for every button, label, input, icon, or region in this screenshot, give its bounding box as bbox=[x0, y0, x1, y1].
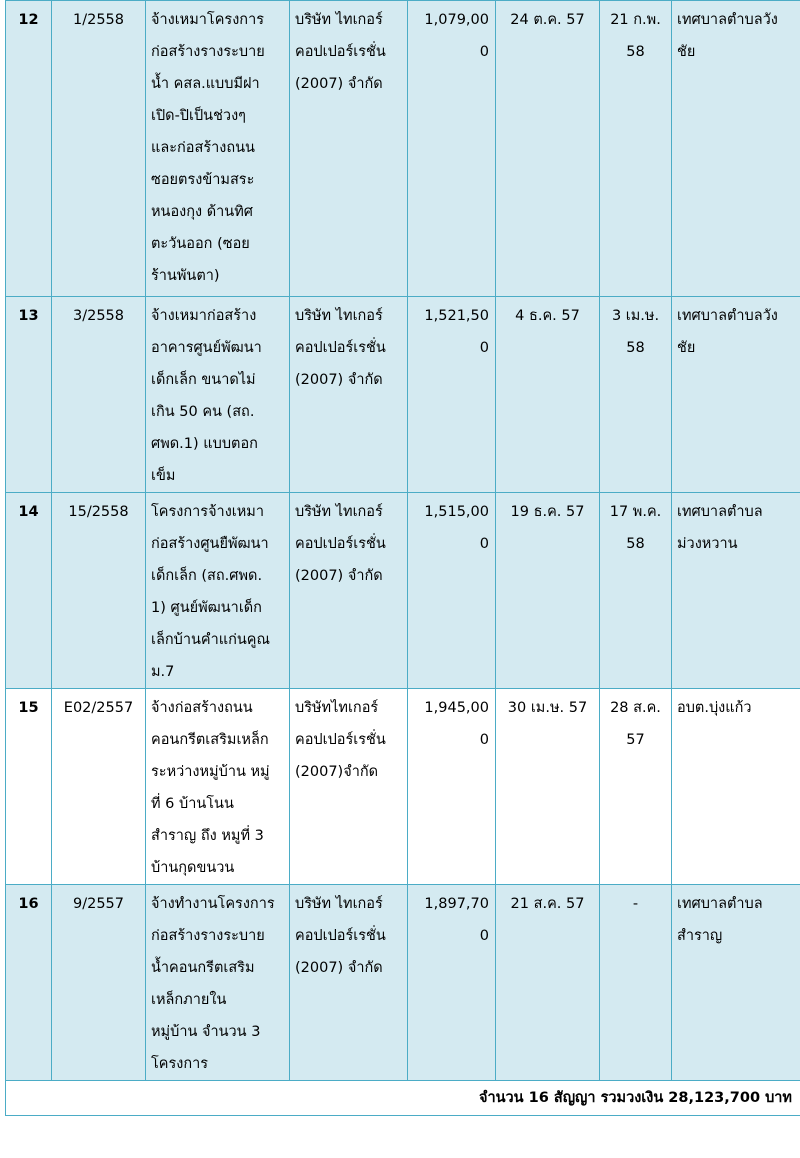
contractor-name-line: บริษัท ไทเกอร์ bbox=[295, 12, 383, 28]
project-description-line: ตะวันออก (ซอย bbox=[151, 236, 250, 252]
summary-row bbox=[6, 1081, 800, 1116]
contractor-name-line: (2007) จำกัด bbox=[295, 568, 383, 584]
row-number-cell: 15 bbox=[6, 689, 52, 885]
contractor-name-line: (2007)จำกัด bbox=[295, 764, 379, 780]
row-number-cell: 13 bbox=[6, 297, 52, 493]
agency-name-cell bbox=[672, 493, 800, 689]
table-row bbox=[6, 493, 800, 689]
project-description-line: น้ำ คสล.แบบมีฝา bbox=[151, 76, 260, 92]
contract-number-cell: 3/2558 bbox=[52, 297, 146, 493]
summary-text: จำนวน 16 สัญญา รวมวงเงิน 28,123,700 บาท bbox=[6, 1081, 800, 1116]
project-description-line: เกิน 50 คน (สถ. bbox=[151, 404, 255, 420]
project-description-line: และก่อสร้างถนน bbox=[151, 140, 255, 156]
contract-amount-line: 1,521,50 bbox=[424, 308, 489, 324]
project-description-line: โครงการ bbox=[151, 1056, 209, 1072]
contractor-name-line: คอปเปอร์เรชั่น bbox=[295, 340, 386, 356]
end-date-line: 57 bbox=[626, 732, 645, 748]
project-description-line: ระหว่างหมู่บ้าน หมู่ bbox=[151, 764, 270, 780]
agency-name-cell bbox=[672, 297, 800, 493]
agency-name-line: อบต.บุ่งแก้ว bbox=[677, 700, 752, 716]
contractor-name-line: (2007) จำกัด bbox=[295, 960, 383, 976]
table-row bbox=[6, 297, 800, 493]
contractor-name-line: (2007) จำกัด bbox=[295, 372, 383, 388]
contract-amount-line: 1,897,70 bbox=[424, 896, 489, 912]
contractor-name-line: คอปเปอร์เรชั่น bbox=[295, 536, 386, 552]
project-description-line: ม.7 bbox=[151, 664, 175, 680]
project-description-line: หนองกุง ด้านทิศ bbox=[151, 204, 253, 220]
project-description-line: ก่อสร้างศูนยืพัฒนา bbox=[151, 536, 269, 552]
project-description-line: ก่อสร้างรางระบาย bbox=[151, 928, 265, 944]
contract-amount-cell bbox=[408, 689, 496, 885]
project-description-cell bbox=[146, 885, 290, 1081]
project-description-line: 1) ศูนย์พัฒนาเด็ก bbox=[151, 600, 262, 616]
project-description-line: น้ำคอนกรีตเสริม bbox=[151, 960, 255, 976]
agency-name-line: เทศบาลตำบล bbox=[677, 504, 763, 520]
contractor-name-line: บริษัทไทเกอร์ bbox=[295, 700, 379, 716]
table-row bbox=[6, 689, 800, 885]
contract-amount-line: 1,515,00 bbox=[424, 504, 489, 520]
project-description-line: สำราญ ถึง หมูที่ 3 bbox=[151, 828, 264, 844]
project-description-cell bbox=[146, 1, 290, 297]
project-description-line: บ้านกุดขนวน bbox=[151, 860, 235, 876]
project-description-line: เด็กเล็ก (สถ.ศพด. bbox=[151, 568, 263, 584]
contractor-name-line: บริษัท ไทเกอร์ bbox=[295, 504, 383, 520]
contract-amount-line: 0 bbox=[479, 536, 489, 552]
contractor-name-line: คอปเปอร์เรชั่น bbox=[295, 732, 386, 748]
agency-name-line: ม่วงหวาน bbox=[677, 536, 738, 552]
row-number-cell: 16 bbox=[6, 885, 52, 1081]
contract-amount-line: 0 bbox=[479, 732, 489, 748]
contractor-name-line: บริษัท ไทเกอร์ bbox=[295, 896, 383, 912]
end-date-line: 17 พ.ค. bbox=[609, 504, 662, 520]
project-description-line: จ้างเหมาโครงการ bbox=[151, 12, 264, 28]
contract-amount-cell bbox=[408, 297, 496, 493]
project-description-cell bbox=[146, 297, 290, 493]
contract-amount-cell bbox=[408, 1, 496, 297]
project-description-line: ก่อสร้างรางระบาย bbox=[151, 44, 265, 60]
contract-number-cell: 15/2558 bbox=[52, 493, 146, 689]
agency-name-line: เทศบาลตำบล bbox=[677, 896, 763, 912]
contractor-name-cell bbox=[290, 1, 408, 297]
row-number-cell: 12 bbox=[6, 1, 52, 297]
contract-number-cell: E02/2557 bbox=[52, 689, 146, 885]
project-description-line: ที่ 6 บ้านโนน bbox=[151, 796, 234, 812]
end-date-cell bbox=[600, 1, 672, 297]
contractor-name-line: (2007) จำกัด bbox=[295, 76, 383, 92]
start-date-cell: 21 ส.ค. 57 bbox=[496, 885, 600, 1081]
project-description-line: เด็กเล็ก ขนาดไม่ bbox=[151, 372, 256, 388]
project-description-line: จ้างเหมาก่อสร้าง bbox=[151, 308, 257, 324]
project-description-line: เล็กบ้านคำแก่นคูณ bbox=[151, 632, 270, 648]
agency-name-line: เทศบาลตำบลวัง bbox=[677, 12, 778, 28]
project-description-cell bbox=[146, 493, 290, 689]
project-description-line: หมู่บ้าน จำนวน 3 bbox=[151, 1024, 261, 1040]
project-description-line: เหล็กภายใน bbox=[151, 992, 227, 1008]
project-description-cell bbox=[146, 689, 290, 885]
contracts-table bbox=[5, 0, 800, 1116]
contract-amount-line: 1,079,00 bbox=[424, 12, 489, 28]
project-description-line: ร้านพันตา) bbox=[151, 268, 220, 284]
end-date-line: - bbox=[632, 896, 639, 912]
start-date-cell: 19 ธ.ค. 57 bbox=[496, 493, 600, 689]
project-description-line: เปิด-ปิเป็นช่วงๆ bbox=[151, 108, 246, 124]
end-date-cell bbox=[600, 297, 672, 493]
agency-name-line: ชัย bbox=[677, 340, 696, 356]
end-date-line: 58 bbox=[626, 536, 645, 552]
agency-name-cell bbox=[672, 885, 800, 1081]
end-date-line: 58 bbox=[626, 340, 645, 356]
contract-amount-line: 0 bbox=[479, 44, 489, 60]
row-number-cell: 14 bbox=[6, 493, 52, 689]
end-date-line: 21 ก.พ. bbox=[610, 12, 661, 28]
project-description-line: จ้างทำงานโครงการ bbox=[151, 896, 275, 912]
agency-name-line: ชัย bbox=[677, 44, 696, 60]
contractor-name-line: คอปเปอร์เรชั่น bbox=[295, 44, 386, 60]
table-row bbox=[6, 1, 800, 297]
contract-amount-cell bbox=[408, 493, 496, 689]
end-date-cell bbox=[600, 885, 672, 1081]
contract-amount-line: 0 bbox=[479, 340, 489, 356]
start-date-cell: 30 เม.ษ. 57 bbox=[496, 689, 600, 885]
end-date-line: 3 เม.ษ. bbox=[611, 308, 660, 324]
contractor-name-cell bbox=[290, 493, 408, 689]
end-date-line: 28 ส.ค. bbox=[610, 700, 661, 716]
project-description-line: ซอยตรงข้ามสระ bbox=[151, 172, 255, 188]
contractor-name-cell bbox=[290, 689, 408, 885]
project-description-line: โครงการจ้างเหมา bbox=[151, 504, 264, 520]
agency-name-cell bbox=[672, 689, 800, 885]
start-date-cell: 4 ธ.ค. 57 bbox=[496, 297, 600, 493]
end-date-cell bbox=[600, 493, 672, 689]
start-date-cell: 24 ต.ค. 57 bbox=[496, 1, 600, 297]
project-description-line: คอนกรีตเสริมเหล็ก bbox=[151, 732, 269, 748]
contract-number-cell: 1/2558 bbox=[52, 1, 146, 297]
agency-name-line: เทศบาลตำบลวัง bbox=[677, 308, 778, 324]
contract-amount-line: 0 bbox=[479, 928, 489, 944]
contractor-name-cell bbox=[290, 885, 408, 1081]
project-description-line: อาคารศูนย์พัฒนา bbox=[151, 340, 262, 356]
agency-name-cell bbox=[672, 1, 800, 297]
table-row bbox=[6, 885, 800, 1081]
contract-amount-line: 1,945,00 bbox=[424, 700, 489, 716]
contract-amount-cell bbox=[408, 885, 496, 1081]
project-description-line: เข็ม bbox=[151, 468, 176, 484]
project-description-line: ศพด.1) แบบตอก bbox=[151, 436, 258, 452]
contractor-name-cell bbox=[290, 297, 408, 493]
contractor-name-line: บริษัท ไทเกอร์ bbox=[295, 308, 383, 324]
end-date-cell bbox=[600, 689, 672, 885]
project-description-line: จ้างก่อสร้างถนน bbox=[151, 700, 253, 716]
agency-name-line: สำราญ bbox=[677, 928, 723, 944]
contractor-name-line: คอปเปอร์เรชั่น bbox=[295, 928, 386, 944]
contract-number-cell: 9/2557 bbox=[52, 885, 146, 1081]
end-date-line: 58 bbox=[626, 44, 645, 60]
